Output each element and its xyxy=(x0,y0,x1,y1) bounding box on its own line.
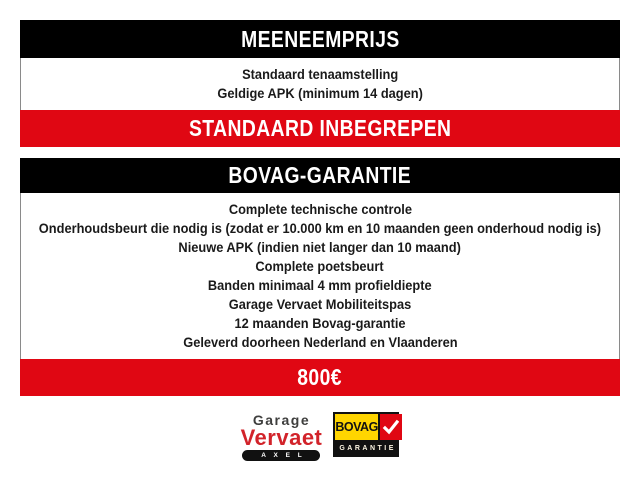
axel-badge: A X E L xyxy=(242,450,320,461)
bovag-garantie-header-bar xyxy=(20,158,620,193)
meeneemprijs-title: MEENEEMPRIJS xyxy=(240,25,400,52)
standaard-tenaamstelling-line: Standaard tenaamstelling xyxy=(241,67,399,82)
standaard-inbegrepen-label: STANDAARD INBEGREPEN xyxy=(188,115,452,141)
price-bar xyxy=(20,359,620,396)
geleverd-line: Geleverd doorheen Nederland en Vlaanderen xyxy=(182,335,458,350)
technische-controle-line: Complete technische controle xyxy=(228,202,412,217)
onderhoudsbeurt-line: Onderhoudsbeurt die nodig is (zodat er 10.000 km en 10 maanden geen onderhoud nodig is) xyxy=(38,221,602,236)
nieuwe-apk-line: Nieuwe APK (indien niet langer dan 10 maand) xyxy=(178,240,462,255)
garage-vervaet-logo xyxy=(241,409,323,461)
bovag-logo-top xyxy=(335,414,397,440)
meeneemprijs-card xyxy=(20,20,620,147)
geldige-apk-line: Geldige APK (minimum 14 dagen) xyxy=(217,86,423,101)
poetsbeurt-line: Complete poetsbeurt xyxy=(255,259,385,274)
meeneemprijs-body xyxy=(21,58,619,110)
bovag-garantie-logo xyxy=(333,412,399,457)
bovag-wordmark: BOVAG xyxy=(335,414,377,440)
bovag-garantie-body xyxy=(21,193,619,359)
garantie-strip: GARANTIE xyxy=(335,442,397,455)
bovag-garantie-card xyxy=(20,158,620,396)
standaard-inbegrepen-bar xyxy=(20,110,620,147)
mobiliteitspas-line: Garage Vervaet Mobiliteitspas xyxy=(228,297,412,312)
price-label: 800€ xyxy=(297,364,343,390)
garage-wordmark: Garage xyxy=(252,412,311,428)
bovag-garantie-line: 12 maanden Bovag-garantie xyxy=(234,316,406,331)
logos-row xyxy=(0,409,640,461)
bovag-garantie-title: BOVAG-GARANTIE xyxy=(228,162,412,188)
vervaet-wordmark: Vervaet xyxy=(240,425,323,450)
meeneemprijs-header-bar xyxy=(20,20,620,58)
checkmark-icon xyxy=(380,414,402,440)
banden-line: Banden minimaal 4 mm profieldiepte xyxy=(208,278,432,293)
